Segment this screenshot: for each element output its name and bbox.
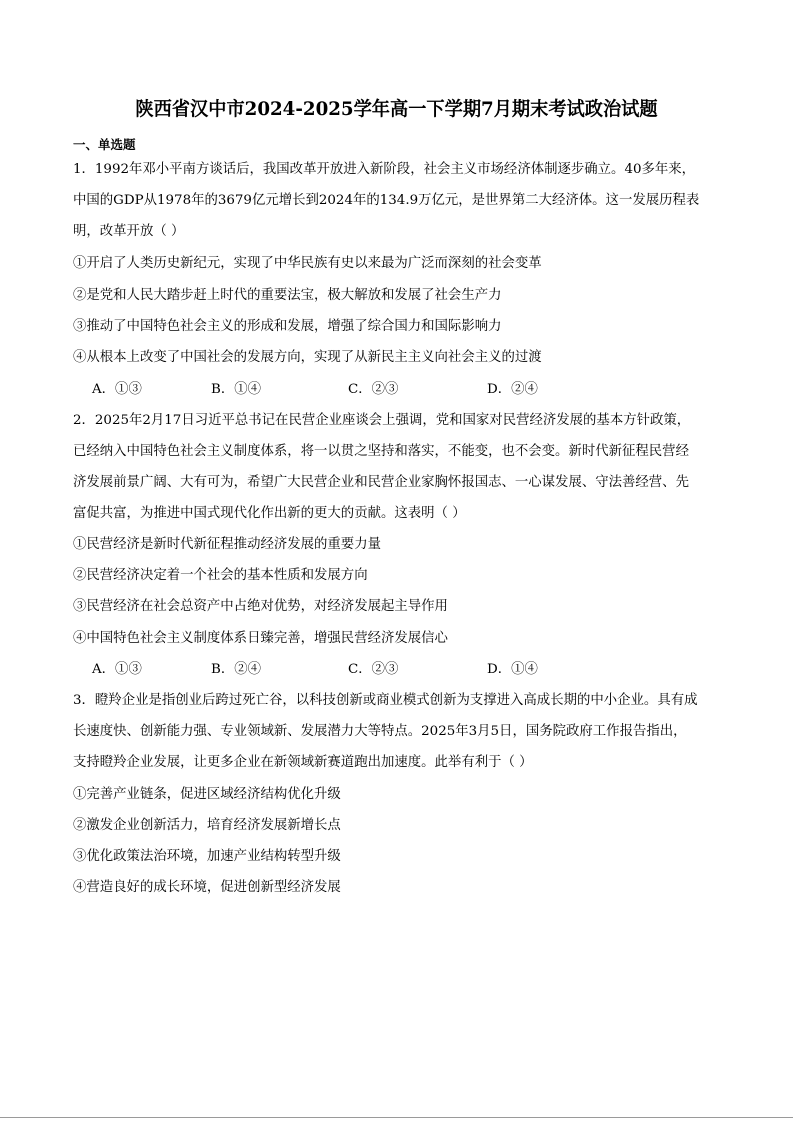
question-1-statement-3: ③推动了中国特色社会主义的形成和发展，增强了综合国力和国际影响力 — [73, 319, 502, 334]
question-2-statement-1: ①民营经济是新时代新征程推动经济发展的重要力量 — [73, 537, 381, 552]
question-1-stem-line-1: 1．1992年邓小平南方谈话后，我国改革开放进入新阶段，社会主义市场经济体制逐步确立。40多年来， — [73, 162, 696, 177]
question-2-stem-line-2: 已经纳入中国特色社会主义制度体系，将一以贯之坚持和落实，不能变，也不会变。新时代新征程民营经 — [73, 444, 689, 459]
section-header: 一、单选题 — [73, 137, 136, 152]
question-2-stem-line-3: 济发展前景广阔、大有可为，希望广大民营企业和民营企业家胸怀报国志、一心谋发展、守法善经营、先 — [73, 475, 689, 490]
question-2-stem-line-1: 2．2025年2月17日习近平总书记在民营企业座谈会上强调，党和国家对民营经济发展的基本方针政策， — [73, 413, 691, 428]
footer-rule — [0, 1117, 793, 1118]
question-3-statement-4: ④营造良好的成长环境，促进创新型经济发展 — [73, 880, 341, 895]
question-3-stem-line-3: 支持瞪羚企业发展，让更多企业在新领域新赛道跑出加速度。此举有利于（ ） — [73, 755, 533, 770]
question-2-stem-line-4: 富促共富，为推进中国式现代化作出新的更大的贡献。这表明（ ） — [73, 506, 466, 521]
question-2-statement-4: ④中国特色社会主义制度体系日臻完善，增强民营经济发展信心 — [73, 631, 448, 646]
question-3-statement-1: ①完善产业链条，促进区域经济结构优化升级 — [73, 787, 341, 802]
question-1-statement-2: ②是党和人民大踏步赶上时代的重要法宝，极大解放和发展了社会生产力 — [73, 288, 502, 303]
question-1-option-c[interactable]: C．②③ — [348, 382, 399, 397]
question-2-option-d[interactable]: D．①④ — [487, 662, 538, 677]
question-3-stem-line-1: 3．瞪羚企业是指创业后跨过死亡谷，以科技创新或商业模式创新为支撑进入高成长期的中小企业。具有成 — [73, 693, 698, 708]
question-1-stem-line-3: 明，改革开放（ ） — [73, 224, 185, 239]
question-1-option-b[interactable]: B．①④ — [211, 382, 262, 397]
question-3-statement-2: ②激发企业创新活力，培育经济发展新增长点 — [73, 818, 341, 833]
question-1-option-a[interactable]: A．①③ — [92, 382, 142, 397]
question-2-option-b[interactable]: B．②④ — [211, 662, 262, 677]
question-2-option-a[interactable]: A．①③ — [92, 662, 142, 677]
question-2-statement-2: ②民营经济决定着一个社会的基本性质和发展方向 — [73, 568, 368, 583]
page-title: 陕西省汉中市2024-2025学年高一下学期7月期末考试政治试题 — [135, 98, 658, 120]
question-2-option-c[interactable]: C．②③ — [348, 662, 399, 677]
question-1-stem-line-2: 中国的GDP从1978年的3679亿元增长到2024年的134.9万亿元，是世界第二大经济体。这一发展历程表 — [73, 193, 700, 208]
question-3-statement-3: ③优化政策法治环境，加速产业结构转型升级 — [73, 849, 341, 864]
question-3-stem-line-2: 长速度快、创新能力强、专业领域新、发展潜力大等特点。2025年3月5日，国务院政府工作报告指出， — [73, 724, 687, 739]
question-1-statement-4: ④从根本上改变了中国社会的发展方向，实现了从新民主主义向社会主义的过渡 — [73, 350, 542, 365]
question-1-option-d[interactable]: D．②④ — [487, 382, 538, 397]
question-2-statement-3: ③民营经济在社会总资产中占绝对优势，对经济发展起主导作用 — [73, 599, 448, 614]
question-1-statement-1: ①开启了人类历史新纪元，实现了中华民族有史以来最为广泛而深刻的社会变革 — [73, 256, 542, 271]
